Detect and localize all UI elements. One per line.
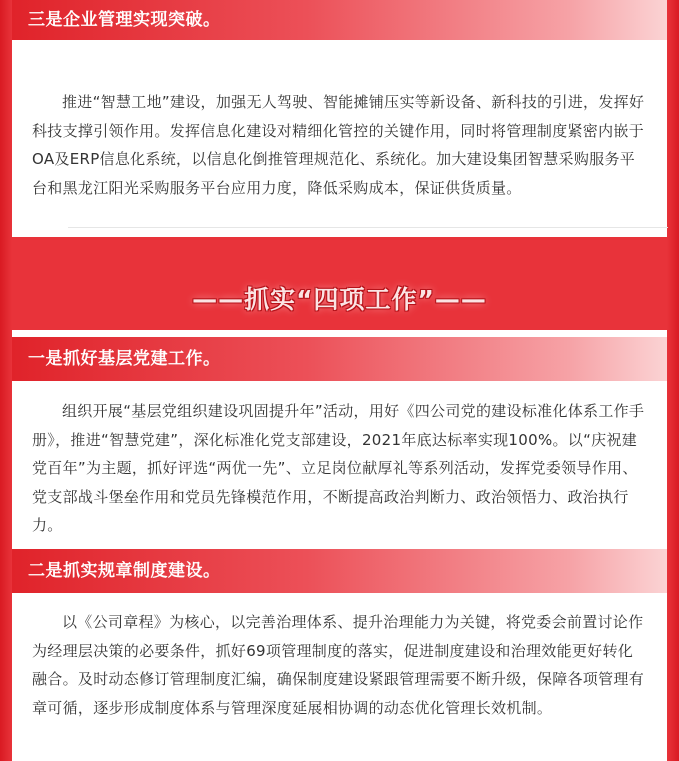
section-title-banner: 一是抓好基层党建工作。 — [12, 337, 667, 381]
four-tasks-heading: ——抓实“四项工作”—— — [192, 285, 487, 314]
divider-line — [68, 227, 668, 228]
section-body-text: 以《公司章程》为核心，以完善治理体系、提升治理能力为关键，将党委会前置讨论作为经理层决策的必要条件，抓好69项管理制度的落实，促进制度建设和治理效能更好转化融合。及时动态修订管理制度汇编，确保制度建设紧跟管理需要不断升级，保障各项管理有章可循，逐步形成制度体系与管理深度延展相协调的动态优化管理长效机制。 — [32, 613, 645, 717]
section-panel-enterprise-management — [12, 0, 667, 237]
section-title-banner: 三是企业管理实现突破。 — [12, 0, 667, 40]
section-title-banner: 二是抓实规章制度建设。 — [12, 549, 667, 593]
section-body-text: 推进“智慧工地”建设，加强无人驾驶、智能摊铺压实等新设备、新科技的引进，发挥好科技支撑引领作用。发挥信息化建设对精细化管控的关键作用，同时将管理制度紧密内嵌于OA及ERP信息化系统，以信息化倒推管理规范化、系统化。加大建设集团智慧采购服务平台和黑龙江阳光采购服务平台应用力度，降低采购成本，保证供货质量。 — [32, 93, 645, 197]
section-body-text: 组织开展“基层党组织建设巩固提升年”活动，用好《四公司党的建设标准化体系工作手册》，推进“智慧党建”，深化标准化党支部建设，2021年底达标率实现100%。以“庆祝建党百年”为主题，抓好评选“两优一先”、立足岗位献厚礼等系列活动，发挥党委领导作用、党支部战斗堡垒作用和党员先锋模范作用，不断提高政治判断力、政治领悟力、政治执行力。 — [32, 402, 645, 534]
section-panel-four-tasks — [12, 330, 667, 761]
